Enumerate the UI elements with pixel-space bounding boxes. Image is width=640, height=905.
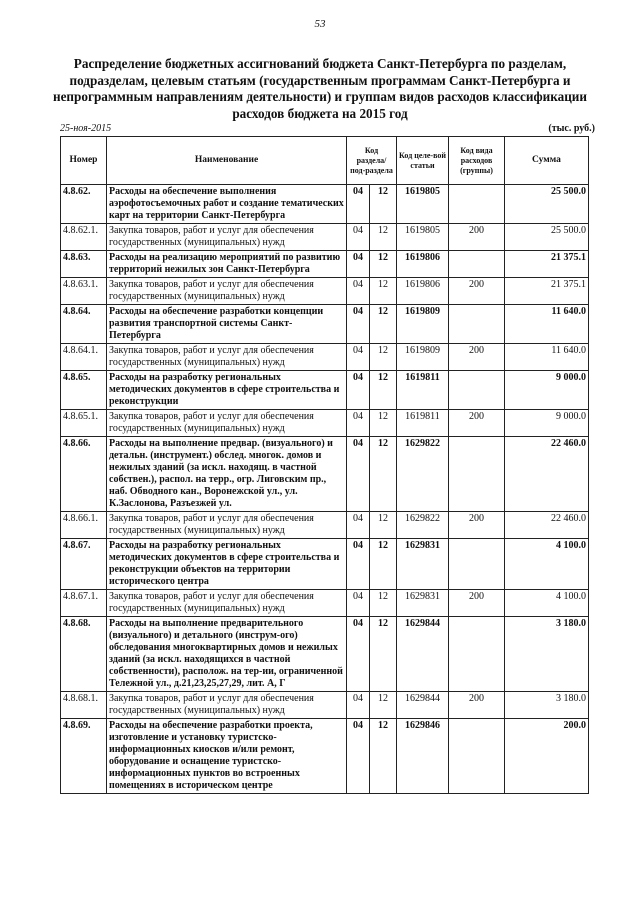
row-number: 4.8.64.1.	[61, 344, 107, 371]
row-name: Закупка товаров, работ и услуг для обеспечения государственных (муниципальных) нужд	[107, 410, 347, 437]
table-row	[61, 185, 589, 224]
header-sum: Сумма	[505, 137, 589, 185]
row-subsection: 12	[370, 305, 397, 344]
row-sum: 9 000.0	[505, 371, 589, 410]
row-exptype	[449, 617, 505, 692]
row-target: 1619809	[397, 305, 449, 344]
row-name: Расходы на обеспечение разработки концепции развития транспортной системы Санкт-Петербурга	[107, 305, 347, 344]
row-section: 04	[347, 590, 370, 617]
row-number: 4.8.69.	[61, 719, 107, 794]
row-number: 4.8.63.1.	[61, 278, 107, 305]
header-exptype: Код вида расходов (группы)	[449, 137, 505, 185]
row-sum: 4 100.0	[505, 590, 589, 617]
row-number: 4.8.66.	[61, 437, 107, 512]
table-row	[61, 251, 589, 278]
row-target: 1629831	[397, 590, 449, 617]
row-target: 1619811	[397, 371, 449, 410]
row-number: 4.8.63.	[61, 251, 107, 278]
table-row	[61, 344, 589, 371]
table-header-row	[61, 137, 589, 185]
row-section: 04	[347, 371, 370, 410]
row-exptype	[449, 251, 505, 278]
header-name: Наименование	[107, 137, 347, 185]
row-subsection: 12	[370, 692, 397, 719]
table-row	[61, 371, 589, 410]
row-section: 04	[347, 437, 370, 512]
row-number: 4.8.62.1.	[61, 224, 107, 251]
row-name: Закупка товаров, работ и услуг для обеспечения государственных (муниципальных) нужд	[107, 224, 347, 251]
row-subsection: 12	[370, 719, 397, 794]
row-exptype: 200	[449, 512, 505, 539]
row-sum: 3 180.0	[505, 692, 589, 719]
row-subsection: 12	[370, 251, 397, 278]
row-number: 4.8.68.	[61, 617, 107, 692]
row-sum: 3 180.0	[505, 617, 589, 692]
header-number: Номер	[61, 137, 107, 185]
row-subsection: 12	[370, 278, 397, 305]
row-section: 04	[347, 719, 370, 794]
row-sum: 25 500.0	[505, 224, 589, 251]
row-exptype: 200	[449, 224, 505, 251]
row-subsection: 12	[370, 185, 397, 224]
row-number: 4.8.67.	[61, 539, 107, 590]
table-row	[61, 617, 589, 692]
row-sum: 21 375.1	[505, 251, 589, 278]
row-exptype: 200	[449, 410, 505, 437]
row-subsection: 12	[370, 437, 397, 512]
row-name: Расходы на выполнение предвар. (визуального) и детальн. (инструмент.) обслед. многок. домов и нежилых зданий (за искл. находящ. в частной собствен.), распол. на терр., огр. Лиговским пр., наб. Обводного кан., Воронежской ул., ул. К.Заслонова, Разъезжей ул.	[107, 437, 347, 512]
row-section: 04	[347, 539, 370, 590]
row-sum: 21 375.1	[505, 278, 589, 305]
row-sum: 4 100.0	[505, 539, 589, 590]
row-subsection: 12	[370, 224, 397, 251]
document-title: Распределение бюджетных ассигнований бюджета Санкт-Петербурга по разделам, подразделам, целевым статьям (государственным программам Санкт-Петербурга и непрограммным направлениям деятельности) и группам видов расходов классификации расходов бюджета на 2015 год	[52, 56, 587, 121]
row-section: 04	[347, 251, 370, 278]
row-target: 1629822	[397, 437, 449, 512]
row-sum: 22 460.0	[505, 437, 589, 512]
row-exptype	[449, 371, 505, 410]
row-sum: 11 640.0	[505, 305, 589, 344]
row-exptype	[449, 719, 505, 794]
row-subsection: 12	[370, 512, 397, 539]
row-sum: 9 000.0	[505, 410, 589, 437]
row-target: 1629844	[397, 617, 449, 692]
row-name: Расходы на обеспечение выполнения аэрофотосъемочных работ и создание тематических карт на территории Санкт-Петербурга	[107, 185, 347, 224]
row-target: 1619809	[397, 344, 449, 371]
row-subsection: 12	[370, 344, 397, 371]
row-target: 1629846	[397, 719, 449, 794]
row-sum: 22 460.0	[505, 512, 589, 539]
row-target: 1629822	[397, 512, 449, 539]
row-sum: 11 640.0	[505, 344, 589, 371]
table-row	[61, 410, 589, 437]
table-row	[61, 590, 589, 617]
row-name: Расходы на выполнение предварительного (визуального) и детального (инструм-ого) обследования многоквартирных домов и нежилых зданий (за искл. находящихся в частной собственности), располож. на тер-ии, ограниченной Тележной ул., д.21,23,25,27,29, лит. А, Г	[107, 617, 347, 692]
row-target: 1629831	[397, 539, 449, 590]
row-target: 1619805	[397, 185, 449, 224]
row-number: 4.8.67.1.	[61, 590, 107, 617]
table-row	[61, 539, 589, 590]
row-name: Расходы на разработку региональных методических документов в сфере строительства и реконструкции	[107, 371, 347, 410]
header-section: Код раздела/ под-раздела	[347, 137, 397, 185]
row-number: 4.8.66.1.	[61, 512, 107, 539]
row-name: Расходы на реализацию мероприятий по развитию территорий нежилых зон Санкт-Петербурга	[107, 251, 347, 278]
row-exptype	[449, 437, 505, 512]
row-subsection: 12	[370, 617, 397, 692]
row-name: Расходы на обеспечение разработки проекта, изготовление и установку туристско-информационных киосков и/или ремонт, оборудование и оснащение туристско-информационных пунктов во встроенных помещениях в историческом центре	[107, 719, 347, 794]
header-target: Код целе-вой статьи	[397, 137, 449, 185]
table-body	[61, 185, 589, 794]
row-sum: 25 500.0	[505, 185, 589, 224]
table-row	[61, 512, 589, 539]
row-number: 4.8.68.1.	[61, 692, 107, 719]
row-section: 04	[347, 692, 370, 719]
row-exptype	[449, 539, 505, 590]
table-row	[61, 305, 589, 344]
row-number: 4.8.64.	[61, 305, 107, 344]
row-section: 04	[347, 224, 370, 251]
row-exptype	[449, 185, 505, 224]
row-section: 04	[347, 512, 370, 539]
row-exptype: 200	[449, 344, 505, 371]
row-target: 1619805	[397, 224, 449, 251]
row-name: Расходы на разработку региональных методических документов в сфере строительства и реконструкции объектов на территории исторического центра	[107, 539, 347, 590]
row-name: Закупка товаров, работ и услуг для обеспечения государственных (муниципальных) нужд	[107, 512, 347, 539]
row-section: 04	[347, 185, 370, 224]
row-subsection: 12	[370, 410, 397, 437]
table-row	[61, 719, 589, 794]
row-sum: 200.0	[505, 719, 589, 794]
row-number: 4.8.65.1.	[61, 410, 107, 437]
row-number: 4.8.65.	[61, 371, 107, 410]
table-row	[61, 224, 589, 251]
row-section: 04	[347, 344, 370, 371]
document-date: 25-ноя-2015	[60, 123, 112, 134]
table-row	[61, 692, 589, 719]
table-row	[61, 278, 589, 305]
units-label: (тыс. руб.)	[548, 123, 595, 134]
row-section: 04	[347, 617, 370, 692]
row-section: 04	[347, 410, 370, 437]
row-target: 1619811	[397, 410, 449, 437]
row-section: 04	[347, 278, 370, 305]
row-target: 1619806	[397, 251, 449, 278]
row-subsection: 12	[370, 590, 397, 617]
page-number: 53	[314, 18, 326, 30]
row-name: Закупка товаров, работ и услуг для обеспечения государственных (муниципальных) нужд	[107, 278, 347, 305]
row-exptype: 200	[449, 590, 505, 617]
row-name: Закупка товаров, работ и услуг для обеспечения государственных (муниципальных) нужд	[107, 692, 347, 719]
budget-table	[60, 136, 589, 794]
row-exptype: 200	[449, 278, 505, 305]
row-exptype: 200	[449, 692, 505, 719]
row-target: 1619806	[397, 278, 449, 305]
row-subsection: 12	[370, 539, 397, 590]
row-exptype	[449, 305, 505, 344]
row-name: Закупка товаров, работ и услуг для обеспечения государственных (муниципальных) нужд	[107, 590, 347, 617]
table-row	[61, 437, 589, 512]
row-subsection: 12	[370, 371, 397, 410]
row-section: 04	[347, 305, 370, 344]
row-name: Закупка товаров, работ и услуг для обеспечения государственных (муниципальных) нужд	[107, 344, 347, 371]
row-number: 4.8.62.	[61, 185, 107, 224]
row-target: 1629844	[397, 692, 449, 719]
